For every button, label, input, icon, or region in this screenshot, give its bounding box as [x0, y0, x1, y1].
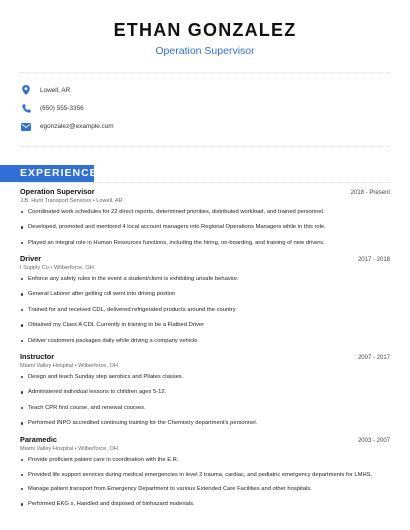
- job-dates: 2017 - 2018: [357, 257, 390, 264]
- job-company: J.B. Hunt Transport Services • Lowell, AR: [20, 197, 123, 204]
- bullet-item: Trained for and received CDL, delivered refrigerated products around the country: [20, 306, 390, 314]
- job-bullets: [20, 456, 390, 509]
- phone-text: (650) 555-3356: [40, 104, 84, 112]
- bullet-item: Design and teach Sunday step aerobics and Pilates classes.: [20, 373, 390, 381]
- job-company: I Supply Co • Wilberforce, OH: [20, 265, 94, 272]
- bullet-item: Developed, promoted and mentored 4 local account managers into Regional Operations Managers while in this role.: [20, 223, 390, 231]
- bullet-item: Provide proficient patient care in coordination with the E.R.: [20, 456, 390, 464]
- bullet-item: Administered individual lessons to children ages 5-12.: [20, 388, 390, 396]
- bullet-item: Teach CPR first course, and renewal courses.: [20, 404, 390, 412]
- job-dates: 2003 - 2007: [357, 437, 390, 444]
- location-text: Lowell, AR: [40, 86, 71, 94]
- bullet-item: Manage patient transport from Emergency Department to various Extended Care Facilities and other hospitals.: [20, 485, 390, 493]
- candidate-name: ETHAN GONZALEZ: [113, 20, 297, 40]
- job-entry: [20, 187, 390, 247]
- experience-list: [0, 183, 410, 508]
- job-company: Miami Valley Hospital • Wilberforce, OH: [20, 363, 118, 370]
- contact-phone: [20, 99, 390, 117]
- job-title: Operation Supervisor: [20, 186, 95, 196]
- phone-icon: [20, 102, 32, 114]
- contact-location: [20, 81, 390, 99]
- resume-header: [0, 0, 410, 58]
- job-entry: [20, 254, 390, 345]
- job-title: Instructor: [20, 352, 55, 362]
- bullet-item: Deliver customers packages daily while driving a company vehicle.: [20, 337, 390, 345]
- candidate-role: Operation Supervisor: [155, 45, 255, 57]
- job-dates: 2007 - 2017: [357, 355, 390, 362]
- contact-email: [20, 118, 390, 136]
- job-entry: [20, 435, 390, 509]
- job-entry: [20, 352, 390, 427]
- bullet-item: Played an integral role in Human Resources functions, including the hiring, on-boarding, and training of new drivers.: [20, 239, 390, 247]
- divider: [20, 146, 390, 147]
- bullet-item: Performed EKG s, Handled and disposed of biohazard materials.: [20, 500, 390, 508]
- bullet-item: General Laborer after getting cdl went into driving postion: [20, 290, 390, 298]
- email-text: egonzalez@example.com: [40, 123, 114, 131]
- job-bullets: [20, 208, 390, 247]
- job-bullets: [20, 275, 390, 345]
- job-dates: 2018 - Present: [350, 189, 390, 196]
- bullet-item: Provided life support services during medical emergencies in level 2 trauma, cardiac, and pediatric emergency departments for LMHS.: [20, 471, 390, 479]
- envelope-icon: [20, 121, 32, 133]
- job-title: Paramedic: [20, 434, 57, 444]
- job-company: Miami Valley Hospital • Wilberforce, OH: [20, 445, 118, 452]
- section-heading-experience: EXPERIENCE: [0, 165, 94, 182]
- bullet-item: Performed INPO accredited continuing training for the Chemistry department's personnel.: [20, 419, 390, 427]
- bullet-item: Coordinated work schedules for 22 direct reports, determined priorities, distributed workload, and trained personnel.: [20, 208, 390, 216]
- job-bullets: [20, 373, 390, 427]
- map-pin-icon: [20, 84, 32, 96]
- job-title: Driver: [20, 254, 42, 264]
- contact-block: [0, 73, 410, 142]
- bullet-item: Enforce any safety rules in the event a student/client is exhibiting unsafe behavior.: [20, 275, 390, 283]
- bullet-item: Obtained my Class A CDL Currently in training to be a Flatbed Driver: [20, 321, 390, 329]
